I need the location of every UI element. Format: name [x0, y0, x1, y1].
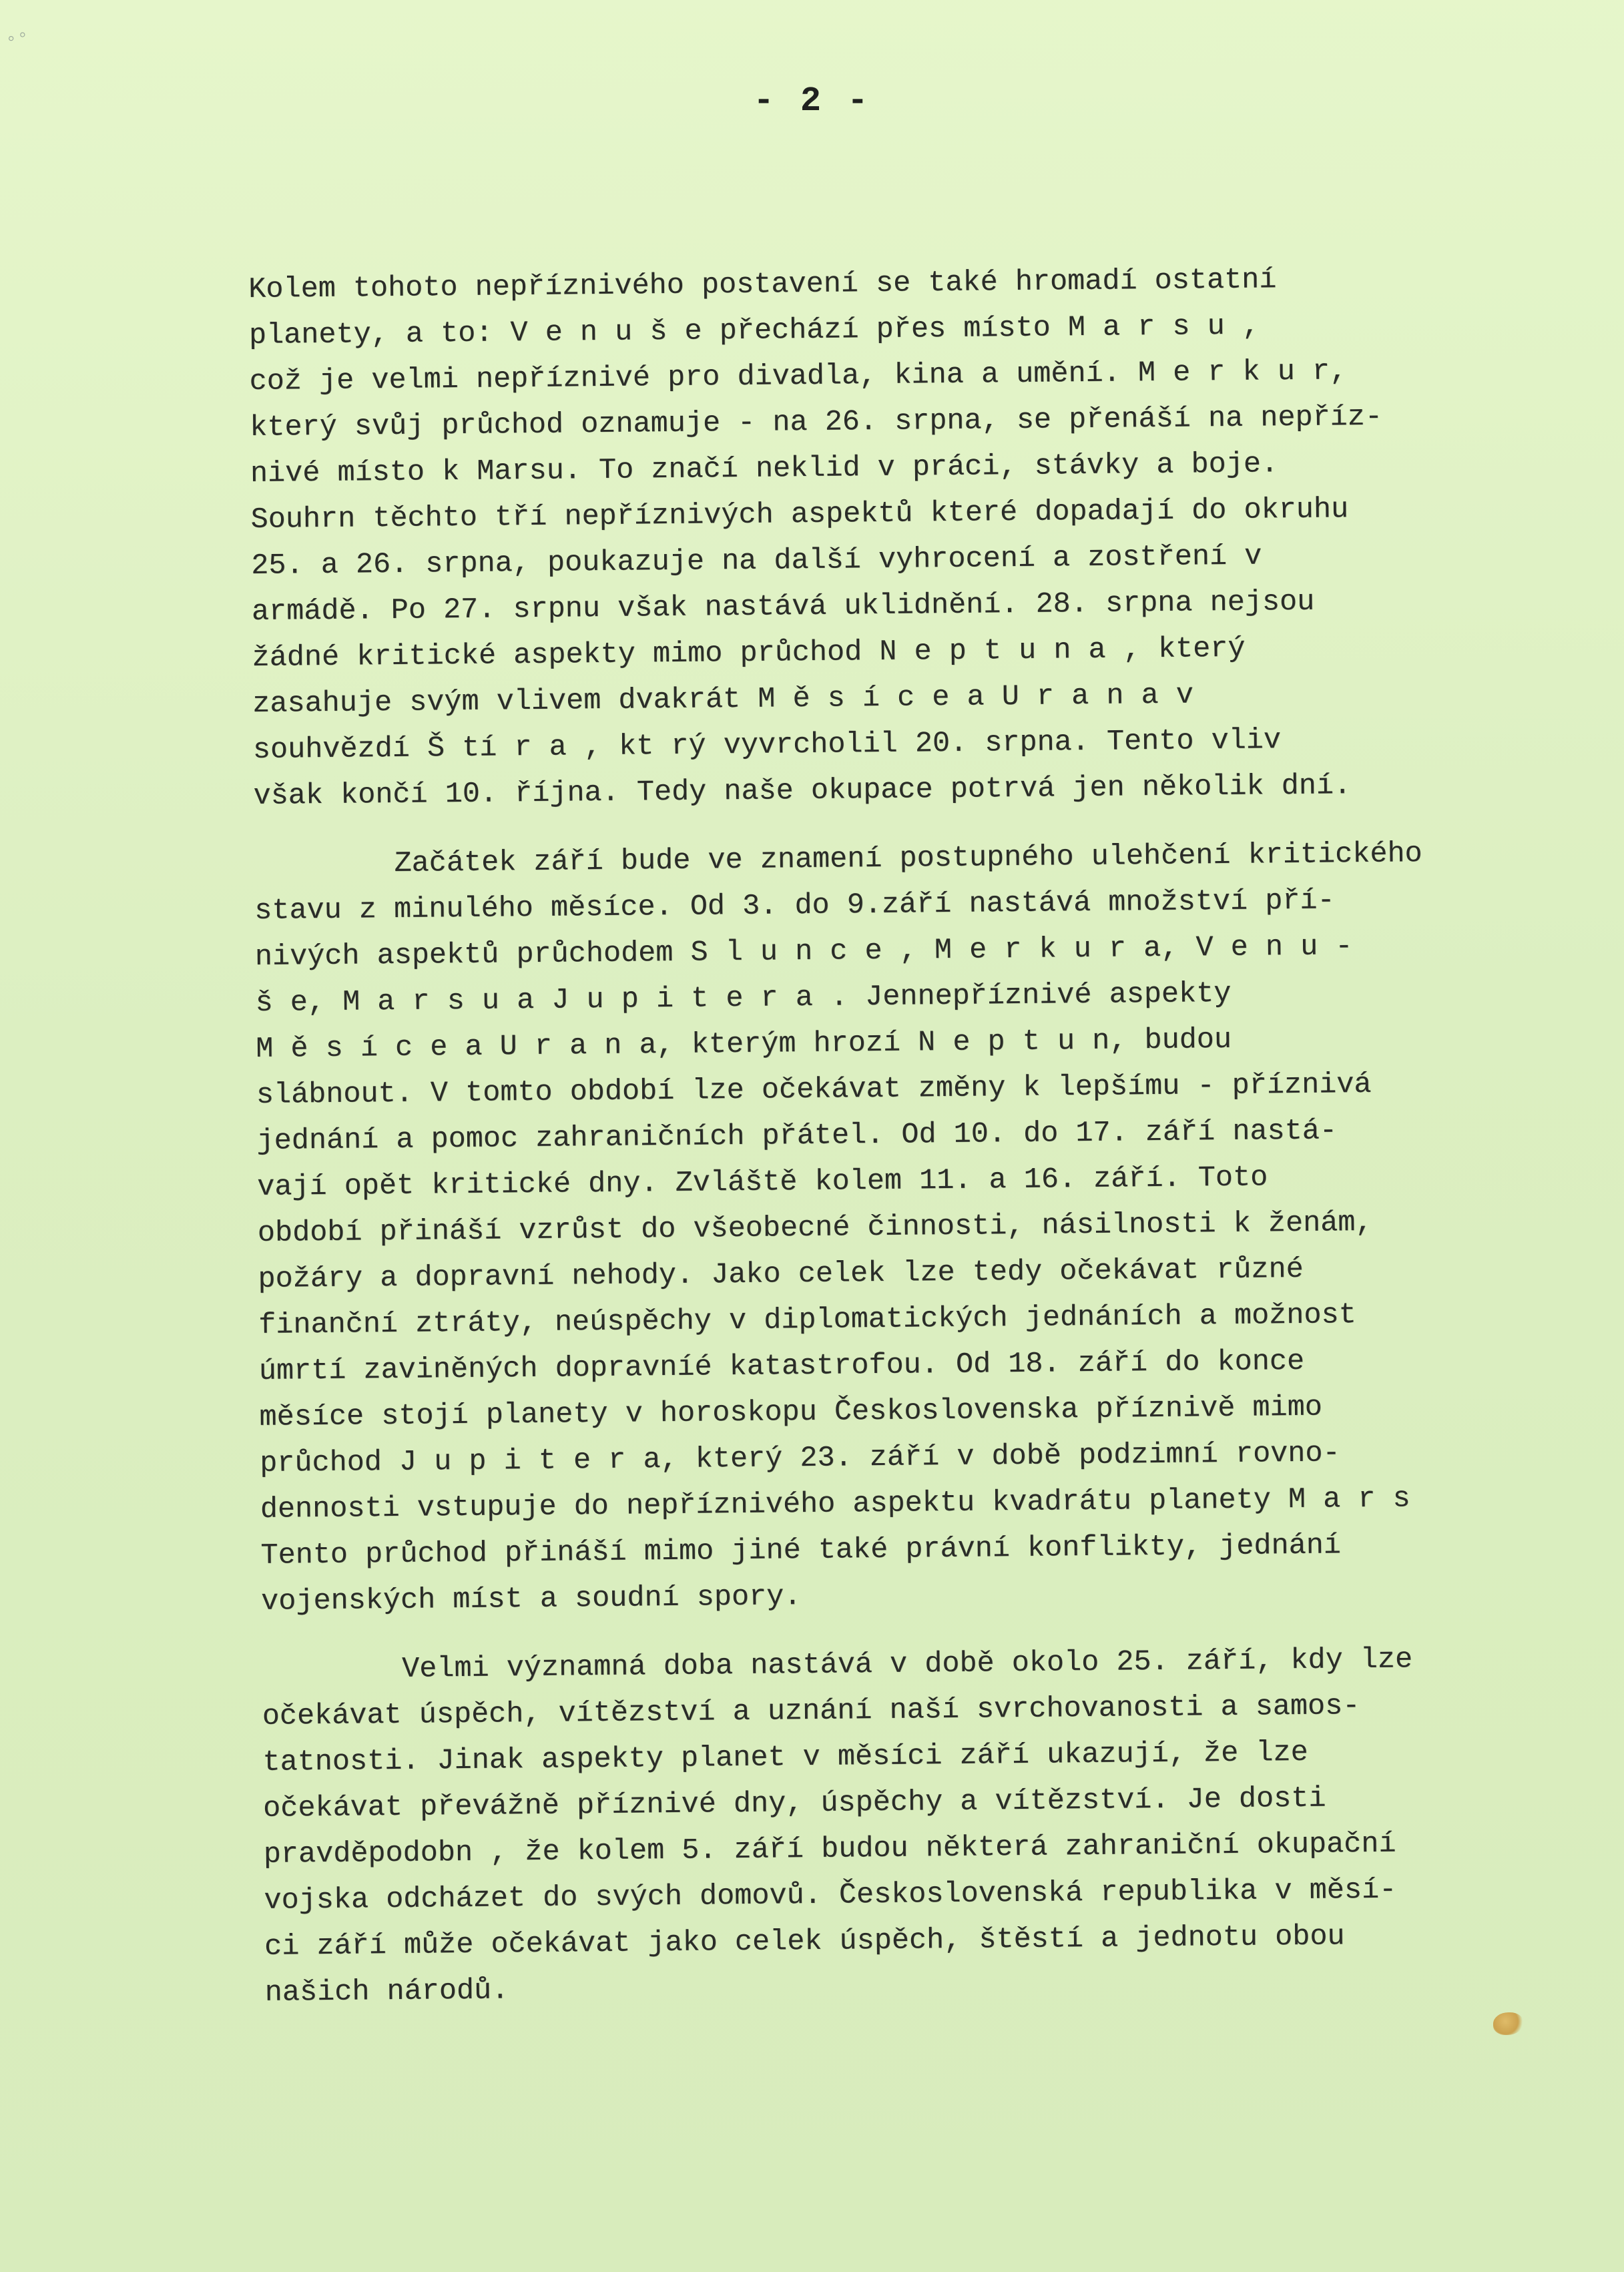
text-line: armádě. Po 27. srpnu však nastává uklidnění. 28. srpna nejsou — [251, 585, 1315, 629]
typed-text-body — [248, 254, 1593, 2016]
text-line: ci září může očekávat jako celek úspěch, štěstí a jednotu obou — [264, 1920, 1345, 1964]
text-line: období přináší vzrůst do všeobecné činnosti, násilnosti k ženám, — [257, 1206, 1373, 1250]
text-line: š e, M a r s u a J u p i t e r a . Jennepříznivé aspekty — [255, 977, 1232, 1020]
text-line: žádné kritické aspekty mimo průchod N e p t u n a , který — [252, 632, 1246, 675]
text-line: stavu z minulého měsíce. Od 3. do 9.září nastává množství pří- — [254, 884, 1335, 928]
text-line: 25. a 26. srpna, poukazuje na další vyhrocení a zostření v — [251, 540, 1262, 583]
text-line: vají opět kritické dny. Zvláště kolem 11. a 16. září. Toto — [257, 1161, 1268, 1204]
text-line: tatnosti. Jinak aspekty planet v měsíci září ukazují, že lze — [262, 1736, 1308, 1779]
corner-ink-mark: ◦◦ — [2, 23, 33, 53]
text-line: souhvězdí Š tí r a , kt rý vyvrcholil 20. srpna. Tento vliv — [252, 724, 1282, 767]
text-line: nivé místo k Marsu. To značí neklid v práci, stávky a boje. — [250, 448, 1279, 491]
text-line: Tento průchod přináší mimo jiné také právní konflikty, jednání — [260, 1529, 1342, 1573]
text-line: jednání a pomoc zahraničních přátel. Od 10. do 17. září nastá- — [256, 1115, 1338, 1158]
text-line: Začátek září bude ve znamení postupného ulehčení kritického — [394, 838, 1422, 880]
text-line: finanční ztráty, neúspěchy v diplomatických jednáních a možnost — [258, 1299, 1356, 1342]
text-line: M ě s í c e a U r a n a, kterým hrozí N e p t u n, budou — [256, 1023, 1232, 1066]
text-line: který svůj průchod oznamuje - na 26. srpna, se přenáší na nepříz- — [250, 400, 1383, 445]
text-line: úmrtí zaviněných dopravníé katastrofou. Od 18. září do konce — [258, 1345, 1305, 1388]
text-line: průchod J u p i t e r a, který 23. září v době podzimní rovno- — [259, 1437, 1340, 1480]
text-line: našich národů. — [264, 1974, 509, 2010]
text-line: což je velmi nepříznivé pro divadla, kina a umění. M e r k u r, — [249, 355, 1348, 398]
text-line: planety, a to: V e n u š e přechází přes místo M a r s u , — [248, 310, 1260, 352]
text-line: pravděpodobn , že kolem 5. září budou některá zahraniční okupační — [263, 1827, 1396, 1872]
text-line: dennosti vstupuje do nepříznivého aspektu kvadrátu planety M a r s — [260, 1482, 1410, 1526]
text-line: očekávat úspěch, vítězství a uznání naší svrchovanosti a samos- — [262, 1690, 1360, 1733]
text-line: zasahuje svým vlivem dvakrát M ě s í c e a U r a n a v — [252, 679, 1194, 721]
text-line: požáry a dopravní nehody. Jako celek lze tedy očekávat různé — [258, 1253, 1304, 1296]
page-number: - 2 - — [753, 81, 871, 121]
text-line: Velmi významná doba nastává v době okolo 25. září, kdy lze — [401, 1643, 1413, 1686]
text-line: však končí 10. října. Tedy naše okupace potrvá jen několik dní. — [253, 770, 1352, 813]
text-line: měsíce stojí planety v horoskopu Československa příznivě mimo — [259, 1391, 1323, 1434]
text-line: vojenských míst a soudní spory. — [260, 1581, 802, 1619]
text-line: slábnout. V tomto období lze očekávat změny k lepšímu - příznivá — [256, 1068, 1372, 1112]
text-line: nivých aspektů průchodem S l u n c e , M e r k u r a, V e n u - — [254, 930, 1353, 974]
text-line: vojska odcházet do svých domovů. Československá republika v měsí- — [264, 1874, 1397, 1918]
text-line: Kolem tohoto nepříznivého postavení se také hromadí ostatní — [248, 264, 1277, 306]
paper-stain — [1493, 2012, 1524, 2035]
text-line: očekávat převážně příznivé dny, úspěchy a vítězství. Je dosti — [262, 1782, 1326, 1825]
text-line: Souhrn těchto tří nepříznivých aspektů které dopadají do okruhu — [250, 493, 1349, 537]
